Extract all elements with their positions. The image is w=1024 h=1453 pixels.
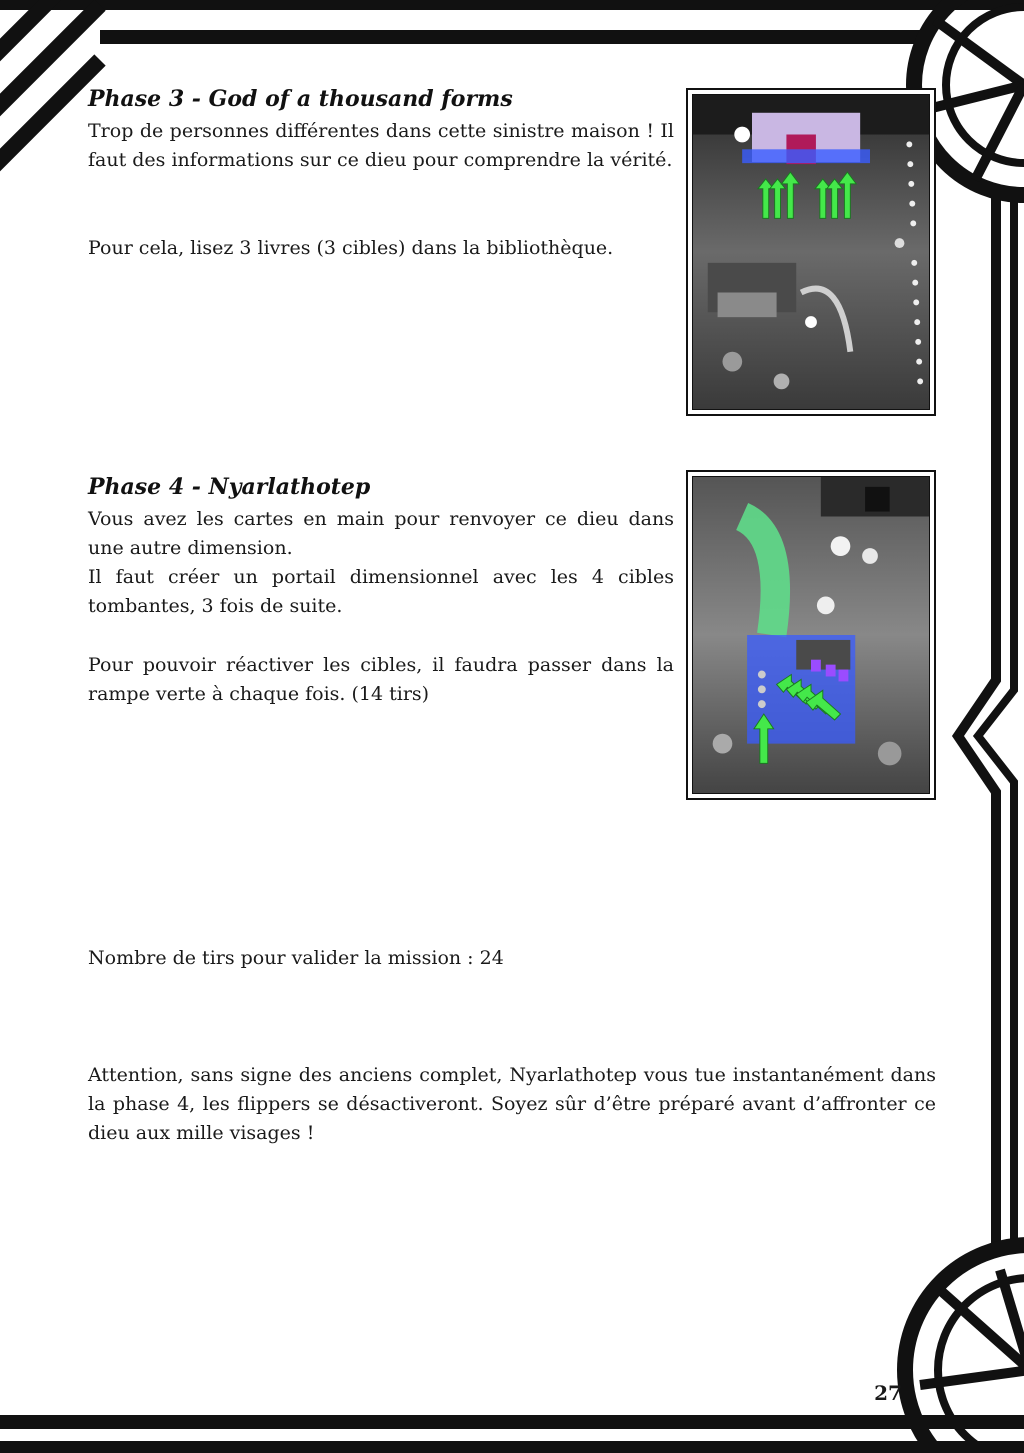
- phase4-title: Phase 4 - Nyarlathotep: [88, 474, 371, 500]
- page-number: 27: [874, 1381, 902, 1405]
- phase4-paragraph-1: Vous avez les cartes en main pour renvoyer ce dieu dans une autre dimension.: [88, 508, 674, 559]
- phase3-title: Phase 3 - God of a thousand forms: [88, 86, 513, 112]
- phase3-paragraph-1: Trop de personnes différentes dans cette sinistre maison ! Il faut des informations sur ce dieu pour comprendre la vérité.: [88, 120, 674, 171]
- phase3-playfield-photo: [686, 88, 936, 416]
- corner-stripes-top-left: [0, 0, 100, 170]
- mission-shots-count: Nombre de tirs pour valider la mission : 24: [88, 947, 504, 969]
- right-border-bars: [958, 190, 1014, 1250]
- phase3-paragraph-2: Pour cela, lisez 3 livres (3 cibles) dans la bibliothèque.: [88, 237, 614, 259]
- phase4-paragraph-3: Pour pouvoir réactiver les cibles, il faudra passer dans la rampe verte à chaque fois. (14 tirs): [88, 654, 674, 705]
- phase4-paragraph-2: Il faut créer un portail dimensionnel avec les 4 cibles tombantes, 3 fois de suite.: [88, 566, 674, 617]
- phase4-playfield-photo: [686, 470, 936, 800]
- warning-paragraph: Attention, sans signe des anciens complet, Nyarlathotep vous tue instantanément dans la phase 4, les flippers se désactiveront. Soyez sûr d’être préparé avant d’affronter ce dieu aux mille visages !: [88, 1064, 936, 1144]
